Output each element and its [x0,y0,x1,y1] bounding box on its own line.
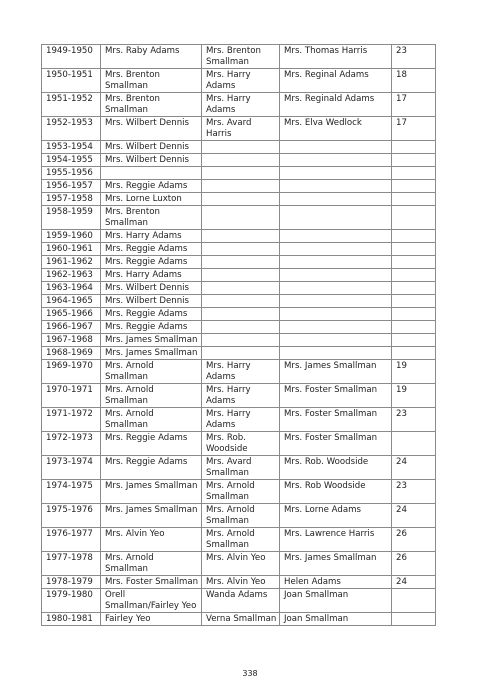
table-cell: 1979-1980 [42,589,101,613]
table-cell: Joan Smallman [280,613,392,626]
table-cell [392,206,436,230]
table-cell [280,282,392,295]
table-row [42,154,436,167]
table-cell: 23 [392,45,436,69]
table-cell: Helen Adams [280,576,392,589]
table-cell: Mrs. James Smallman [280,360,392,384]
table-cell: 18 [392,69,436,93]
table-cell [202,230,280,243]
table-cell [280,334,392,347]
table-row [42,321,436,334]
table-cell: Mrs. Raby Adams [101,45,202,69]
table-cell: 1955-1956 [42,167,101,180]
table-cell: Mrs. Alvin Yeo [101,528,202,552]
table-cell: Verna Smallman [202,613,280,626]
table-cell [280,230,392,243]
table-cell: Mrs. Reggie Adams [101,180,202,193]
records-table [41,44,436,626]
table-cell [202,321,280,334]
table-row [42,282,436,295]
table-cell [392,334,436,347]
table-cell: 1964-1965 [42,295,101,308]
table-cell: Mrs. Elva Wedlock [280,117,392,141]
table-cell: Mrs. Brenton Smallman [202,45,280,69]
table-cell: 1977-1978 [42,552,101,576]
table-cell: Mrs. James Smallman [280,552,392,576]
table-cell [392,230,436,243]
table-cell: 17 [392,117,436,141]
table-cell [202,347,280,360]
table-cell: Mrs. Harry Adams [202,93,280,117]
table-cell: Mrs. Foster Smallman [280,384,392,408]
table-cell: 1966-1967 [42,321,101,334]
table-cell: Mrs. Harry Adams [202,69,280,93]
table-cell: Mrs. Rob. Woodside [202,432,280,456]
table-cell [202,141,280,154]
table-row [42,117,436,141]
table-cell: 17 [392,93,436,117]
table-cell: Orell Smallman/Fairley Yeo [101,589,202,613]
table-cell: 1954-1955 [42,154,101,167]
table-cell: Mrs. James Smallman [101,480,202,504]
table-row [42,552,436,576]
table-cell [392,193,436,206]
table-cell [392,308,436,321]
table-cell [392,167,436,180]
table-cell: Mrs. Wilbert Dennis [101,295,202,308]
table-cell: Mrs. Reggie Adams [101,308,202,321]
table-cell: Mrs. Foster Smallman [280,432,392,456]
table-cell: Mrs. Arnold Smallman [101,408,202,432]
table-cell [202,308,280,321]
table-cell: Mrs. Avard Smallman [202,456,280,480]
table-row [42,480,436,504]
table-cell: 1974-1975 [42,480,101,504]
table-cell [280,295,392,308]
table-cell: Mrs. Reggie Adams [101,456,202,480]
table-cell [280,180,392,193]
table-cell: Mrs. James Smallman [101,334,202,347]
table-cell [202,180,280,193]
table-cell: Mrs. Reggie Adams [101,256,202,269]
table-cell: 1970-1971 [42,384,101,408]
table-row [42,347,436,360]
table-row [42,180,436,193]
table-cell: Mrs. Wilbert Dennis [101,117,202,141]
table-cell: Mrs. Foster Smallman [101,576,202,589]
table-cell: 1956-1957 [42,180,101,193]
table-cell [202,256,280,269]
table-cell: Mrs. Foster Smallman [280,408,392,432]
table-cell: Mrs. Brenton Smallman [101,69,202,93]
table-cell: Mrs. James Smallman [101,347,202,360]
table-row [42,295,436,308]
table-row [42,206,436,230]
table-row [42,230,436,243]
table-cell [280,154,392,167]
table-cell: Mrs. Arnold Smallman [101,552,202,576]
table-cell: 1969-1970 [42,360,101,384]
table-cell: 1958-1959 [42,206,101,230]
table-cell: Mrs. Arnold Smallman [202,480,280,504]
table-cell: 19 [392,384,436,408]
table-cell: 1980-1981 [42,613,101,626]
table-cell: Mrs. Alvin Yeo [202,552,280,576]
table-cell: Mrs. Harry Adams [101,230,202,243]
table-cell: 1959-1960 [42,230,101,243]
table-cell: Mrs. Wilbert Dennis [101,282,202,295]
table-cell [280,141,392,154]
table-cell: Mrs. Rob. Woodside [280,456,392,480]
table-cell: 1968-1969 [42,347,101,360]
table-row [42,243,436,256]
table-cell: 1967-1968 [42,334,101,347]
table-cell [101,167,202,180]
table-row [42,45,436,69]
table-row [42,256,436,269]
table-cell [280,243,392,256]
table-cell [280,321,392,334]
table-cell: Mrs. Wilbert Dennis [101,141,202,154]
table-cell [392,589,436,613]
table-cell [280,167,392,180]
table-cell [392,269,436,282]
table-cell: Mrs. Arnold Smallman [101,360,202,384]
table-cell: 1978-1979 [42,576,101,589]
table-cell: Mrs. Harry Adams [202,360,280,384]
table-cell [392,243,436,256]
table-cell: Mrs. Alvin Yeo [202,576,280,589]
table-cell: 1965-1966 [42,308,101,321]
table-cell [280,269,392,282]
table-cell: 1972-1973 [42,432,101,456]
table-cell: Mrs. Reggie Adams [101,432,202,456]
table-cell: 1963-1964 [42,282,101,295]
table-row [42,69,436,93]
table-cell: 23 [392,408,436,432]
table-cell: Mrs. Arnold Smallman [101,384,202,408]
table-cell [202,193,280,206]
table-row [42,432,436,456]
table-row [42,308,436,321]
table-cell [392,321,436,334]
table-row [42,589,436,613]
table-cell [280,206,392,230]
table-cell [202,295,280,308]
table-row [42,456,436,480]
table-cell: 1960-1961 [42,243,101,256]
table-cell [280,193,392,206]
table-cell: 1949-1950 [42,45,101,69]
table-cell: 19 [392,360,436,384]
table-cell: Mrs. Reggie Adams [101,321,202,334]
table-cell: 1953-1954 [42,141,101,154]
table-cell: 26 [392,552,436,576]
table-row [42,408,436,432]
table-cell: 1961-1962 [42,256,101,269]
table-cell: 1975-1976 [42,504,101,528]
table-cell [280,256,392,269]
table-cell: Mrs. Reginal Adams [280,69,392,93]
table-cell: Mrs. Lorne Luxton [101,193,202,206]
table-row [42,141,436,154]
table-cell: 1962-1963 [42,269,101,282]
table-row [42,193,436,206]
table-cell: Mrs. Brenton Smallman [101,206,202,230]
table-cell: Mrs. Lawrence Harris [280,528,392,552]
table-cell [392,141,436,154]
table-cell: Mrs. Harry Adams [202,384,280,408]
table-cell [392,256,436,269]
table-cell [392,154,436,167]
table-cell: Mrs. Harry Adams [202,408,280,432]
table-cell: Wanda Adams [202,589,280,613]
table-cell [202,334,280,347]
table-cell: 1976-1977 [42,528,101,552]
table-cell: Mrs. Reggie Adams [101,243,202,256]
table-cell: Joan Smallman [280,589,392,613]
table-row [42,360,436,384]
table-cell: Mrs. Harry Adams [101,269,202,282]
page-number: 338 [242,669,258,678]
table-cell [202,154,280,167]
table-cell: Mrs. Arnold Smallman [202,504,280,528]
table-cell [202,167,280,180]
table-cell [202,282,280,295]
table-cell [202,206,280,230]
table-cell: 26 [392,528,436,552]
table-cell: Mrs. Rob Woodside [280,480,392,504]
table-cell: Fairley Yeo [101,613,202,626]
table-cell [392,180,436,193]
table-cell: 1951-1952 [42,93,101,117]
table-cell: Mrs. Brenton Smallman [101,93,202,117]
table-cell [280,308,392,321]
table-cell: 1973-1974 [42,456,101,480]
table-cell: 24 [392,576,436,589]
table-cell [392,282,436,295]
table-cell: 1952-1953 [42,117,101,141]
table-cell: Mrs. Thomas Harris [280,45,392,69]
table-cell: 24 [392,504,436,528]
table-row [42,504,436,528]
table-cell [202,243,280,256]
table-cell: Mrs. James Smallman [101,504,202,528]
table-cell: Mrs. Arnold Smallman [202,528,280,552]
table-row [42,613,436,626]
table-cell [280,347,392,360]
table-cell: 24 [392,456,436,480]
table-cell: 1950-1951 [42,69,101,93]
table-row [42,93,436,117]
table-cell [202,269,280,282]
table-row [42,334,436,347]
table-row [42,384,436,408]
table-row [42,576,436,589]
table-cell [392,347,436,360]
table-cell: 23 [392,480,436,504]
table-row [42,167,436,180]
table-cell: 1971-1972 [42,408,101,432]
table-cell [392,432,436,456]
table-cell: Mrs. Reginald Adams [280,93,392,117]
table-cell [392,295,436,308]
table-cell: Mrs. Wilbert Dennis [101,154,202,167]
table-row [42,269,436,282]
table-row [42,528,436,552]
table-cell: 1957-1958 [42,193,101,206]
records-table-body [42,45,436,626]
table-cell: Mrs. Lorne Adams [280,504,392,528]
table-cell [392,613,436,626]
table-cell: Mrs. Avard Harris [202,117,280,141]
